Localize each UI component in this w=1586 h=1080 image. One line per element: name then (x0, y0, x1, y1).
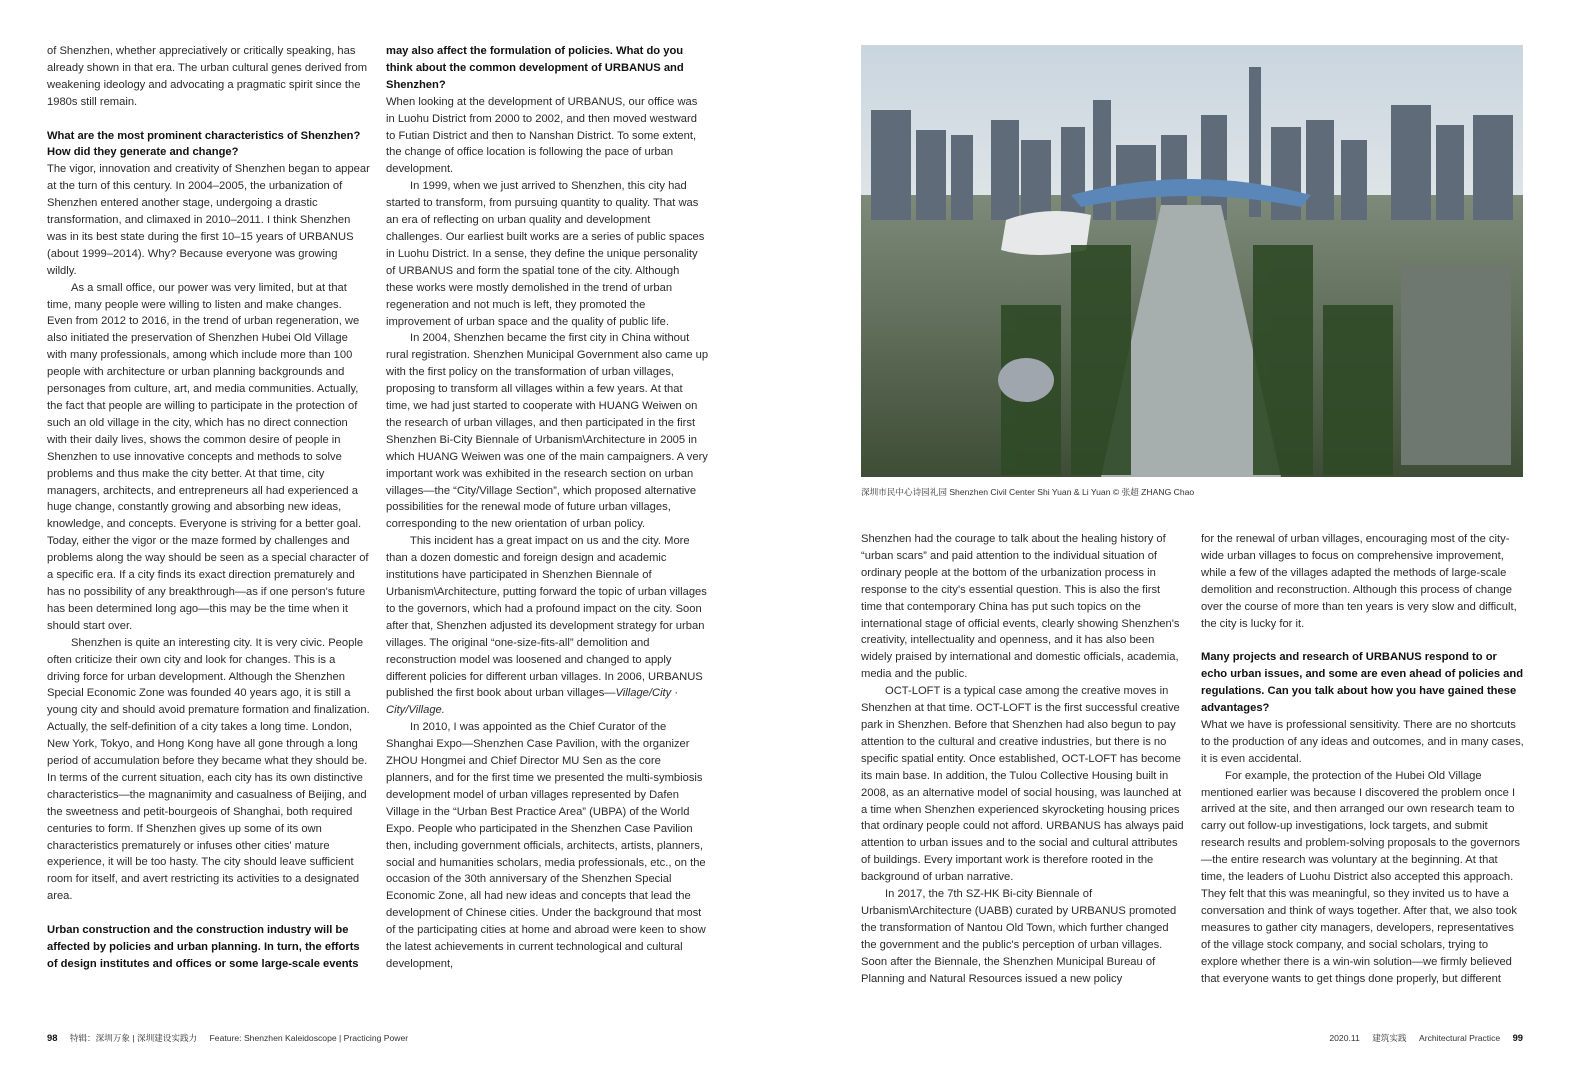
paragraph: Shenzhen is quite an interesting city. It is very civic. People often criticize their own city and look for changes. This is a driving force for urban development. Although the Shenzhen Special Economic Zone was founded 40 years ago, it is still a young city and should avoid premature formation and finalization. Actually, the self-definition of a city takes a long time. London, New York, Tokyo, and Hong Kong have all gone through a long period of accumulation before they became what they should be. In terms of the current situation, each city has its own distinctive characteristics—the magnanimity and casualness of Beijing, and the sweetness and petit-bourgeois of Shanghai, both required centuries to form. If Shenzhen gives up some of its own characteristics prematurely or infuses other cities' mature experience, it will be too hasty. The city should leave sufficient room for itself, and avert restricting its activities to a designated area. (47, 636, 370, 903)
paragraph-text: This incident has a great impact on us and the city. More than a dozen domestic and foreign design and academic institutions have participated in Shenzhen Biennale of Urbanism\Architecture, putting forward the topic of urban villages to the governors, which had a profound impact on the city. Soon after that, Shenzhen adjusted its development strategy for urban villages. The original “one-size-fits-all” demolition and reconstruction model was loosened and changed to apply different policies for different urban villages. In 2006, URBANUS published the first book about urban villages— (386, 535, 707, 700)
paragraph: for the renewal of urban villages, encouraging most of the city-wide urban villages to focus on comprehensive improvement, while a few of the villages adapted the methods of large-scale demolition and reconstruction. Although this process of change over the course of more than ten years is very slow and difficult, the city is lucky for it. (1201, 533, 1517, 630)
photo-shenzhen-civic-center (861, 45, 1523, 477)
paragraph: For example, the protection of the Hubei Old Village mentioned earlier was because I discovered the problem once I arrived at the site, and then arranged our own research team to carry out follow-up investigations, lock targets, and submit research results and problem-solving proposals to the governors—the entire research was voluntary at the beginning. At that time, the leaders of Luohu District also accepted this approach. They felt that this was meaningful, so they invited us to have a conversation and think of ways together. After that, we also took measures to gather city managers, developers, representatives of the village stock company, and social scholars, trying to explore whether there is a win-win solution—we firmly believed that everyone wants to get things done properly, but different (1201, 769, 1521, 985)
text-column-2 (386, 43, 709, 973)
section-title-cn: 特辑：深圳万象 | 深圳建设实践力 (69, 1033, 198, 1043)
paragraph: OCT-LOFT is a typical case among the creative moves in Shenzhen at that time. OCT-LOFT is the first successful creative park in Shenzhen. Before that Shenzhen had also begun to pay attention to the cultural and creative industries, but there is no specific spatial entity. Once established, OCT-LOFT has become its main base. In addition, the Tulou Collective Housing built in 2008, as an alternative model of social housing, was launched at a time when Shenzhen experienced skyrocketing housing prices that ordinary people could not afford. URBANUS has always paid attention to urban issues and to the social and cultural attributes of buildings. Every important work is therefore rooted in the background of urban narrative. (861, 685, 1184, 884)
book-title: Village/City · City/Village. (386, 687, 679, 717)
aerial-city-illustration (861, 45, 1523, 477)
text-column-4 (1201, 531, 1524, 987)
paragraph: of Shenzhen, whether appreciatively or critically speaking, has already shown in that era. The urban cultural genes derived from weakening ideology and advocating a pragmatic spirit since the 1980s still remain. (47, 45, 368, 108)
page-number-right: 99 (1512, 1032, 1523, 1043)
paragraph: In 1999, when we just arrived to Shenzhen, this city had started to transform, from pursuing quantity to quality. That was an era of reflecting on urban quality and development challenges. Our earliest built works are a series of public spaces in Luohu District. In a sense, they define the unique personality of URBANUS and form the spatial tone of the city. Although these works were mostly demolished in the trend of urban regeneration and not much is left, they promoted the improvement of urban space and the quality of public life. (386, 180, 705, 328)
paragraph: In 2017, the 7th SZ-HK Bi-city Biennale of Urbanism\Architecture (UABB) curated by URBANUS promoted the transformation of Nantou Old Town, which further changed the government and the public's perception of urban villages. Soon after the Biennale, the Shenzhen Municipal Bureau of Planning and Natural Resources issued a new policy (861, 888, 1177, 985)
paragraph: What we have is professional sensitivity. There are no shortcuts to the production of any ideas and outcomes, and in many cases, it is even accidental. (1201, 718, 1524, 765)
page-number-left: 98 (47, 1032, 58, 1043)
footer-right (1319, 1032, 1523, 1044)
section-title-en: Feature: Shenzhen Kaleidoscope | Practicing Power (209, 1033, 409, 1043)
paragraph (386, 533, 709, 719)
paragraph: In 2004, Shenzhen became the first city in China without rural registration. Shenzhen Municipal Government also came up with the first policy on the transformation of urban villages, proposing to transform all villages within a few years. At that time, we had just started to cooperate with HUANG Weiwen on the research of urban villages, and then participated in the first Shenzhen Bi-City Biennale of Urbanism\Architecture in 2005 in which HUANG Weiwen was one of the main campaigners. A very important work was exhibited in the research section on urban villages—the “City/Village Section”, which proposed alternative possibilities for the renewal mode of future urban villages, corresponding to the new orientation of urban policy. (386, 332, 709, 531)
question-heading: What are the most prominent characteristics of Shenzhen? How did they generate and change? (47, 129, 361, 159)
text-column-3 (861, 531, 1184, 987)
paragraph: When looking at the development of URBANUS, our office was in Luohu District from 2000 to 2002, and then moved westward to Futian District and then to Nanshan District. To some extent, the change of office location is following the pace of urban development. (386, 95, 698, 176)
paragraph: The vigor, innovation and creativity of Shenzhen began to appear at the turn of this century. In 2004–2005, the urbanization of Shenzhen entered another stage, undergoing a drastic transformation, and climaxed in 2010–2011. I think Shenzhen was in its best state during the first 10–15 years of URBANUS (about 1999–2014). Why? Because everyone was growing wildly. (47, 163, 370, 277)
photo-caption: 深圳市民中心诗园礼园 Shenzhen Civil Center Shi Yuan & Li Yuan © 张超 ZHANG Chao (861, 487, 1195, 497)
paragraph: Shenzhen had the courage to talk about the healing history of “urban scars” and paid attention to the individual situation of ordinary people at the bottom of the urbanization process in response to the city's essential question. This is also the first time that contemporary China has put such topics on the international stage of official events, clearly showing Shenzhen's creativity, intellectuality and openness, and it has also been widely praised by international and domestic officials, academia, media and the public. (861, 533, 1180, 681)
paragraph: In 2010, I was appointed as the Chief Curator of the Shanghai Expo—Shenzhen Case Pavilion, with the organizer ZHOU Hongmei and Chief Director MU Sen as the core planners, and for the first time we presented the multi-symbiosis development model of urban villages represented by Dafen Village in the “Urban Best Practice Area” (UBPA) of the World Expo. People who participated in the Shenzhen Case Pavilion then, including government officials, architects, artists, planners, social and humanities scholars, media professionals, etc., on the occasion of the 30th anniversary of the Shenzhen Special Economic Zone, all had new ideas and concepts that lead the development of Chinese cities. Under the background that most of the participating cities at home and abroad were keen to show the latest achievements in current technological and cultural development, (386, 721, 706, 970)
journal-name-en: Architectural Practice (1418, 1033, 1501, 1043)
issue-date: 2020.11 (1329, 1033, 1360, 1043)
paragraph: As a small office, our power was very limited, but at that time, many people were willing to listen and make changes. Even from 2012 to 2016, in the trend of urban regeneration, we also initiated the preservation of Shenzhen Hubei Old Village with many professionals, among which include more than 100 people with architecture or urban planning backgrounds and personages from culture, art, and media communities. Actually, the fact that people are willing to participate in the protection of such an old village in the city, which has no direct connection with their daily lives, shows the common desire of people in Shenzhen to use innovative concepts and methods to solve problems and thus make the city better. At that time, city managers, architects, and entrepreneurs all had experienced a huge change, constantly growing and absorbing new ideas, knowledge, and concepts. Everyone is striving for a better goal. Today, either the vigor or the maze formed by challenges and problems along the way should be seen as a special character of a specific era. If a city finds its exact direction prematurely and has no possibility of any breakthrough—as if one person's future has been determined long ago—this may be the time when it should start over. (47, 281, 369, 632)
question-heading-continued: may also affect the formulation of policies. What do you think about the common development of URBANUS and Shenzhen? (386, 45, 684, 91)
question-heading: Urban construction and the construction industry will be affected by policies and urban planning. In turn, the efforts of design institutes and offices or some large-scale events (47, 924, 360, 970)
footer-left (47, 1032, 418, 1044)
question-heading: Many projects and research of URBANUS respond to or echo urban issues, and some are even ahead of policies and regulations. Can you talk about how you have gained these advantages? (1201, 651, 1524, 715)
journal-name-cn: 建筑实践 (1372, 1033, 1407, 1043)
text-column-1 (47, 43, 370, 973)
